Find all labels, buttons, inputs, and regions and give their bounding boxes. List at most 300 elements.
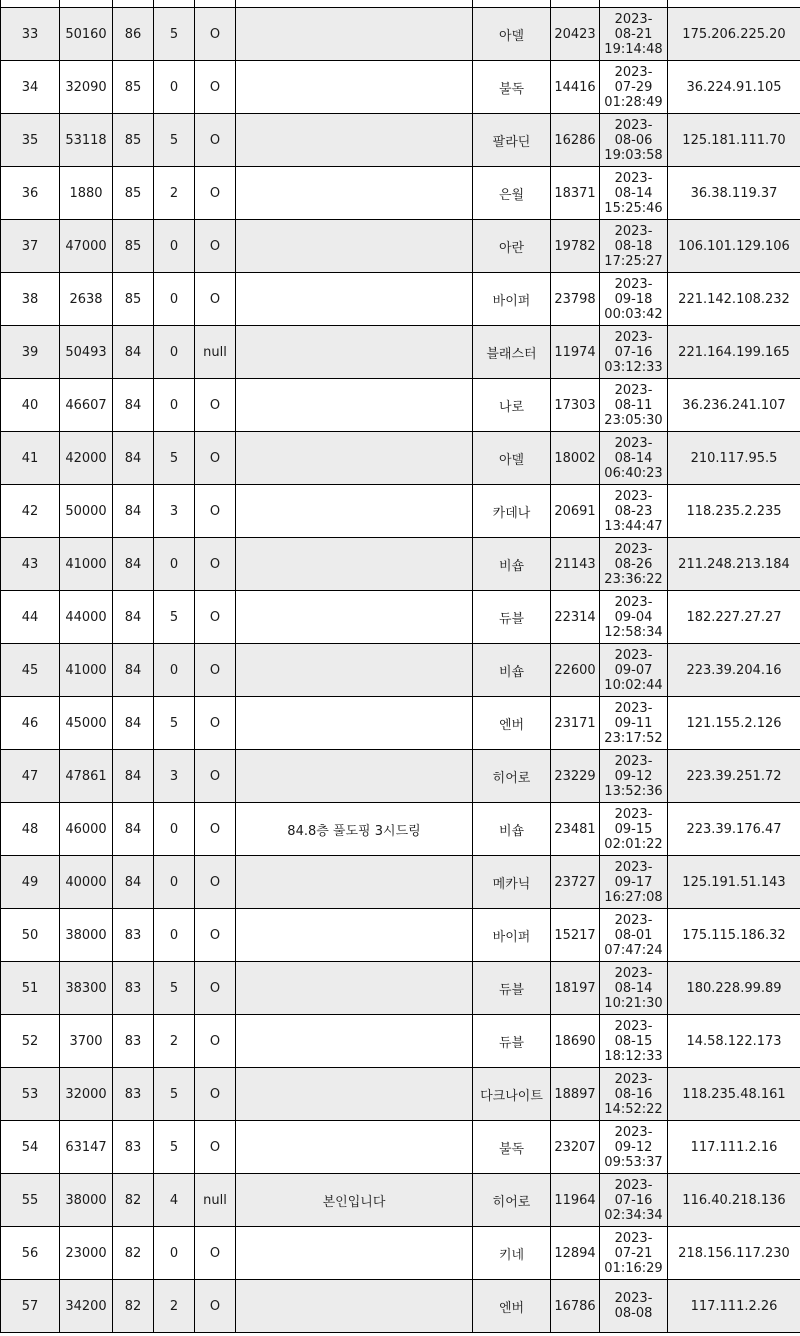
cell-uid: 18002	[551, 432, 600, 485]
date-line: 23:05:30	[604, 412, 663, 428]
cell-no: 48	[1, 803, 60, 856]
date-line: 08-18	[614, 238, 653, 254]
cell-id: 63147	[60, 1121, 113, 1174]
date-line: 19:03:58	[604, 147, 663, 163]
cell-score: 84	[113, 644, 154, 697]
cell-uid: 17303	[551, 379, 600, 432]
cell-score: 83	[113, 1068, 154, 1121]
date-line: 08-01	[614, 927, 653, 943]
cell-ip: 221.142.108.232	[668, 273, 800, 326]
cell-ip: 118.235.48.161	[668, 1068, 800, 1121]
cell-grade: 5	[154, 962, 195, 1015]
cell-no: 56	[1, 1227, 60, 1280]
table-row	[1, 1227, 800, 1280]
cell-grade: 5	[154, 432, 195, 485]
date-line: 16:27:08	[604, 889, 663, 905]
date-line: 2023-	[614, 753, 653, 769]
cell-job: 블래스터	[473, 326, 551, 379]
cell-grade: 0	[154, 803, 195, 856]
cell-id: 1880	[60, 167, 113, 220]
cell-memo	[236, 591, 473, 644]
cell-score: 85	[113, 167, 154, 220]
cell-memo	[236, 644, 473, 697]
date-line: 10:21:30	[604, 995, 663, 1011]
date-line: 2023-	[614, 1230, 653, 1246]
date-line: 08-14	[614, 185, 653, 201]
date-line: 2023-	[614, 329, 653, 345]
cell-score: 84	[113, 697, 154, 750]
cell-grade: 0	[154, 61, 195, 114]
cell-grade: 0	[154, 220, 195, 273]
cell-job: 아델	[473, 432, 551, 485]
cell-memo	[236, 1280, 473, 1333]
cell-memo	[236, 1227, 473, 1280]
cell-ip: 116.40.218.136	[668, 1174, 800, 1227]
cell-flag: O	[195, 1121, 236, 1174]
cell-score: 84	[113, 538, 154, 591]
cell-job: 바이퍼	[473, 909, 551, 962]
date-line: 01:28:49	[604, 94, 663, 110]
cell-no: 50	[1, 909, 60, 962]
table-row	[1, 1280, 800, 1333]
date-line: 08-11	[614, 397, 653, 413]
cell-ip	[668, 0, 800, 8]
table-row	[1, 379, 800, 432]
cell-id: 53118	[60, 114, 113, 167]
cell-score: 83	[113, 1015, 154, 1068]
date-line: 08-08	[614, 1306, 653, 1321]
cell-flag: O	[195, 485, 236, 538]
cell-memo	[236, 61, 473, 114]
cell-no: 41	[1, 432, 60, 485]
cell-grade: 4	[154, 1174, 195, 1227]
cell-date	[600, 485, 668, 538]
cell-uid: 16286	[551, 114, 600, 167]
date-line: 12:58:34	[604, 624, 663, 640]
table-row	[1, 750, 800, 803]
date-line: 2023-	[614, 1071, 653, 1087]
cell-ip: 223.39.251.72	[668, 750, 800, 803]
table-row	[1, 61, 800, 114]
cell-memo	[236, 1068, 473, 1121]
cell-grade: 0	[154, 538, 195, 591]
cell-flag: O	[195, 803, 236, 856]
cell-no: 49	[1, 856, 60, 909]
cell-job: 불독	[473, 1121, 551, 1174]
cell-flag: O	[195, 273, 236, 326]
cell-score: 86	[113, 8, 154, 61]
table-row	[1, 962, 800, 1015]
cell-date	[600, 326, 668, 379]
cell-job: 비숍	[473, 803, 551, 856]
table-row	[1, 909, 800, 962]
cell-uid: 16786	[551, 1280, 600, 1333]
cell-date	[600, 273, 668, 326]
cell-id: 2638	[60, 273, 113, 326]
cell-job: 비숍	[473, 538, 551, 591]
date-line: 08-16	[614, 1086, 653, 1102]
cell-flag: null	[195, 1174, 236, 1227]
cell-grade	[154, 0, 195, 8]
cell-id: 47861	[60, 750, 113, 803]
cell-date	[600, 962, 668, 1015]
date-line: 09:53:37	[604, 1154, 663, 1170]
cell-grade: 5	[154, 1121, 195, 1174]
cell-score: 82	[113, 1280, 154, 1333]
cell-uid: 11964	[551, 1174, 600, 1227]
cell-memo	[236, 220, 473, 273]
date-line: 08-26	[614, 556, 653, 572]
date-line: 03:12:33	[604, 359, 663, 375]
date-line: 2023-	[614, 700, 653, 716]
cell-no: 43	[1, 538, 60, 591]
cell-uid: 19782	[551, 220, 600, 273]
cell-uid: 18897	[551, 1068, 600, 1121]
cell-date	[600, 750, 668, 803]
date-line: 2023-	[614, 488, 653, 504]
date-line: 23:36:22	[604, 571, 663, 587]
table-row	[1, 1068, 800, 1121]
cell-score: 84	[113, 485, 154, 538]
cell-ip: 218.156.117.230	[668, 1227, 800, 1280]
date-line: 00:03:42	[604, 306, 663, 322]
cell-uid: 23798	[551, 273, 600, 326]
date-line: 23:17:52	[604, 730, 663, 746]
cell-uid: 23727	[551, 856, 600, 909]
cell-uid: 18690	[551, 1015, 600, 1068]
cell-uid: 20423	[551, 8, 600, 61]
cell-ip: 121.155.2.126	[668, 697, 800, 750]
cell-memo	[236, 697, 473, 750]
cell-job: 히어로	[473, 750, 551, 803]
cell-id: 50493	[60, 326, 113, 379]
cell-ip: 125.191.51.143	[668, 856, 800, 909]
cell-no: 45	[1, 644, 60, 697]
cell-job: 바이퍼	[473, 273, 551, 326]
cell-no: 34	[1, 61, 60, 114]
date-line: 2023-	[614, 170, 653, 186]
cell-memo: 본인입니다	[236, 1174, 473, 1227]
date-line: 2023-	[614, 1018, 653, 1034]
date-line: 09-18	[614, 291, 653, 307]
cell-grade: 0	[154, 1227, 195, 1280]
date-line: 14:52:22	[604, 1101, 663, 1117]
cell-flag: O	[195, 114, 236, 167]
cell-grade: 5	[154, 114, 195, 167]
date-line: 17:25:27	[604, 253, 663, 269]
table-row	[1, 1174, 800, 1227]
cell-id: 32000	[60, 1068, 113, 1121]
date-line: 2023-	[614, 1291, 653, 1306]
cell-memo	[236, 379, 473, 432]
cell-no: 46	[1, 697, 60, 750]
cell-id: 47000	[60, 220, 113, 273]
cell-memo	[236, 8, 473, 61]
date-line: 09-04	[614, 609, 653, 625]
cell-uid: 23481	[551, 803, 600, 856]
cell-job: 엔버	[473, 1280, 551, 1333]
cell-grade: 3	[154, 485, 195, 538]
date-line: 2023-	[614, 647, 653, 663]
cell-memo	[236, 432, 473, 485]
cell-no: 38	[1, 273, 60, 326]
cell-grade: 0	[154, 909, 195, 962]
cell-memo	[236, 1015, 473, 1068]
cell-date	[600, 1121, 668, 1174]
cell-id: 32090	[60, 61, 113, 114]
cell-date	[600, 909, 668, 962]
date-line: 2023-	[614, 806, 653, 822]
table-row	[1, 0, 800, 8]
cell-no: 40	[1, 379, 60, 432]
cell-memo	[236, 485, 473, 538]
cell-date	[600, 220, 668, 273]
cell-flag	[195, 0, 236, 8]
cell-job: 다크나이트	[473, 1068, 551, 1121]
cell-id: 23000	[60, 1227, 113, 1280]
date-line: 13:52:36	[604, 783, 663, 799]
cell-ip: 118.235.2.235	[668, 485, 800, 538]
cell-date	[600, 1174, 668, 1227]
date-line: 08-14	[614, 980, 653, 996]
cell-id: 50160	[60, 8, 113, 61]
cell-score: 84	[113, 326, 154, 379]
cell-memo	[236, 750, 473, 803]
cell-id: 45000	[60, 697, 113, 750]
cell-date	[600, 538, 668, 591]
cell-job: 듀블	[473, 591, 551, 644]
cell-grade: 2	[154, 1015, 195, 1068]
cell-no: 42	[1, 485, 60, 538]
cell-date	[600, 1227, 668, 1280]
table-row	[1, 803, 800, 856]
cell-grade: 0	[154, 326, 195, 379]
date-line: 18:12:33	[604, 1048, 663, 1064]
cell-id: 3700	[60, 1015, 113, 1068]
date-line: 01:16:29	[604, 1260, 663, 1276]
table-row	[1, 697, 800, 750]
cell-ip: 182.227.27.27	[668, 591, 800, 644]
date-line: 10:02:44	[604, 677, 663, 693]
cell-flag: O	[195, 856, 236, 909]
cell-id: 38000	[60, 1174, 113, 1227]
date-line: 09-11	[614, 715, 653, 731]
date-line: 13:44:47	[604, 518, 663, 534]
cell-ip: 180.228.99.89	[668, 962, 800, 1015]
cell-no: 35	[1, 114, 60, 167]
cell-no: 36	[1, 167, 60, 220]
date-line: 08-06	[614, 132, 653, 148]
table-row	[1, 167, 800, 220]
cell-grade: 3	[154, 750, 195, 803]
cell-uid	[551, 0, 600, 8]
cell-score: 84	[113, 379, 154, 432]
cell-uid: 23229	[551, 750, 600, 803]
cell-ip: 125.181.111.70	[668, 114, 800, 167]
cell-uid: 14416	[551, 61, 600, 114]
cell-memo	[236, 909, 473, 962]
cell-flag: O	[195, 1280, 236, 1333]
cell-no: 53	[1, 1068, 60, 1121]
cell-id: 44000	[60, 591, 113, 644]
date-line: 09-17	[614, 874, 653, 890]
cell-job: 아델	[473, 8, 551, 61]
cell-date	[600, 1280, 668, 1333]
date-line: 2023-	[614, 594, 653, 610]
date-line: 2023-	[614, 11, 653, 27]
cell-grade: 5	[154, 697, 195, 750]
cell-job: 은월	[473, 167, 551, 220]
cell-memo	[236, 114, 473, 167]
cell-flag: null	[195, 326, 236, 379]
cell-flag: O	[195, 220, 236, 273]
cell-flag: O	[195, 167, 236, 220]
cell-id: 46607	[60, 379, 113, 432]
cell-id: 38000	[60, 909, 113, 962]
cell-job: 메카닉	[473, 856, 551, 909]
table-row	[1, 326, 800, 379]
cell-score: 84	[113, 750, 154, 803]
date-line: 2023-	[614, 64, 653, 80]
date-line: 2023-	[614, 223, 653, 239]
cell-grade: 5	[154, 591, 195, 644]
date-line: 2023-	[614, 912, 653, 928]
cell-job	[473, 0, 551, 8]
cell-uid: 18197	[551, 962, 600, 1015]
cell-job: 불독	[473, 61, 551, 114]
cell-ip: 106.101.129.106	[668, 220, 800, 273]
cell-date	[600, 167, 668, 220]
date-line: 2023-	[614, 965, 653, 981]
cell-ip: 36.224.91.105	[668, 61, 800, 114]
cell-ip: 221.164.199.165	[668, 326, 800, 379]
cell-flag: O	[195, 8, 236, 61]
cell-flag: O	[195, 644, 236, 697]
cell-no: 37	[1, 220, 60, 273]
cell-score: 84	[113, 803, 154, 856]
cell-score: 84	[113, 856, 154, 909]
cell-date	[600, 644, 668, 697]
cell-score	[113, 0, 154, 8]
date-line: 06:40:23	[604, 465, 663, 481]
cell-id: 38300	[60, 962, 113, 1015]
cell-grade: 0	[154, 644, 195, 697]
cell-no: 55	[1, 1174, 60, 1227]
cell-ip: 210.117.95.5	[668, 432, 800, 485]
cell-ip: 36.38.119.37	[668, 167, 800, 220]
cell-grade: 0	[154, 379, 195, 432]
cell-flag: O	[195, 697, 236, 750]
date-line: 08-14	[614, 450, 653, 466]
cell-id: 41000	[60, 538, 113, 591]
table-row	[1, 485, 800, 538]
cell-memo	[236, 856, 473, 909]
cell-memo	[236, 1121, 473, 1174]
cell-date	[600, 379, 668, 432]
date-line: 08-23	[614, 503, 653, 519]
table-row	[1, 1121, 800, 1174]
cell-date	[600, 697, 668, 750]
cell-memo	[236, 167, 473, 220]
cell-flag: O	[195, 538, 236, 591]
cell-uid: 12894	[551, 1227, 600, 1280]
cell-flag: O	[195, 379, 236, 432]
date-line: 08-15	[614, 1033, 653, 1049]
cell-no: 44	[1, 591, 60, 644]
cell-job: 히어로	[473, 1174, 551, 1227]
cell-uid: 23171	[551, 697, 600, 750]
cell-grade: 0	[154, 856, 195, 909]
cell-no: 57	[1, 1280, 60, 1333]
cell-score: 84	[113, 591, 154, 644]
date-line: 19:14:48	[604, 41, 663, 57]
cell-job: 듀블	[473, 962, 551, 1015]
cell-date	[600, 803, 668, 856]
table-row	[1, 114, 800, 167]
cell-ip: 117.111.2.26	[668, 1280, 800, 1333]
cell-no: 47	[1, 750, 60, 803]
cell-id: 46000	[60, 803, 113, 856]
cell-memo: 84.8층 풀도핑 3시드링	[236, 803, 473, 856]
date-line: 2023-	[614, 541, 653, 557]
cell-job: 키네	[473, 1227, 551, 1280]
date-line: 09-12	[614, 768, 653, 784]
cell-ip: 223.39.204.16	[668, 644, 800, 697]
date-line: 09-12	[614, 1139, 653, 1155]
cell-uid: 22314	[551, 591, 600, 644]
cell-score: 84	[113, 432, 154, 485]
cell-date	[600, 591, 668, 644]
cell-grade: 5	[154, 8, 195, 61]
cell-id: 34200	[60, 1280, 113, 1333]
cell-date	[600, 856, 668, 909]
cell-ip: 175.115.186.32	[668, 909, 800, 962]
cell-flag: O	[195, 909, 236, 962]
cell-memo	[236, 326, 473, 379]
cell-grade: 2	[154, 1280, 195, 1333]
date-line: 07-16	[614, 1192, 653, 1208]
cell-uid: 23207	[551, 1121, 600, 1174]
cell-job: 카데나	[473, 485, 551, 538]
cell-job: 엔버	[473, 697, 551, 750]
cell-ip: 117.111.2.16	[668, 1121, 800, 1174]
table-row	[1, 273, 800, 326]
date-line: 07-21	[614, 1245, 653, 1261]
cell-no	[1, 0, 60, 8]
cell-ip: 36.236.241.107	[668, 379, 800, 432]
cell-job: 듀블	[473, 1015, 551, 1068]
cell-grade: 5	[154, 1068, 195, 1121]
date-line: 02:34:34	[604, 1207, 663, 1223]
cell-memo	[236, 962, 473, 1015]
date-line: 08-21	[614, 26, 653, 42]
cell-flag: O	[195, 1227, 236, 1280]
table-row	[1, 591, 800, 644]
cell-no: 52	[1, 1015, 60, 1068]
cell-flag: O	[195, 432, 236, 485]
cell-score: 85	[113, 273, 154, 326]
cell-no: 33	[1, 8, 60, 61]
table-row	[1, 432, 800, 485]
cell-memo	[236, 273, 473, 326]
cell-date	[600, 8, 668, 61]
table-row	[1, 644, 800, 697]
cell-score: 83	[113, 909, 154, 962]
cell-id: 40000	[60, 856, 113, 909]
cell-job: 아란	[473, 220, 551, 273]
cell-id: 41000	[60, 644, 113, 697]
cell-grade: 0	[154, 273, 195, 326]
